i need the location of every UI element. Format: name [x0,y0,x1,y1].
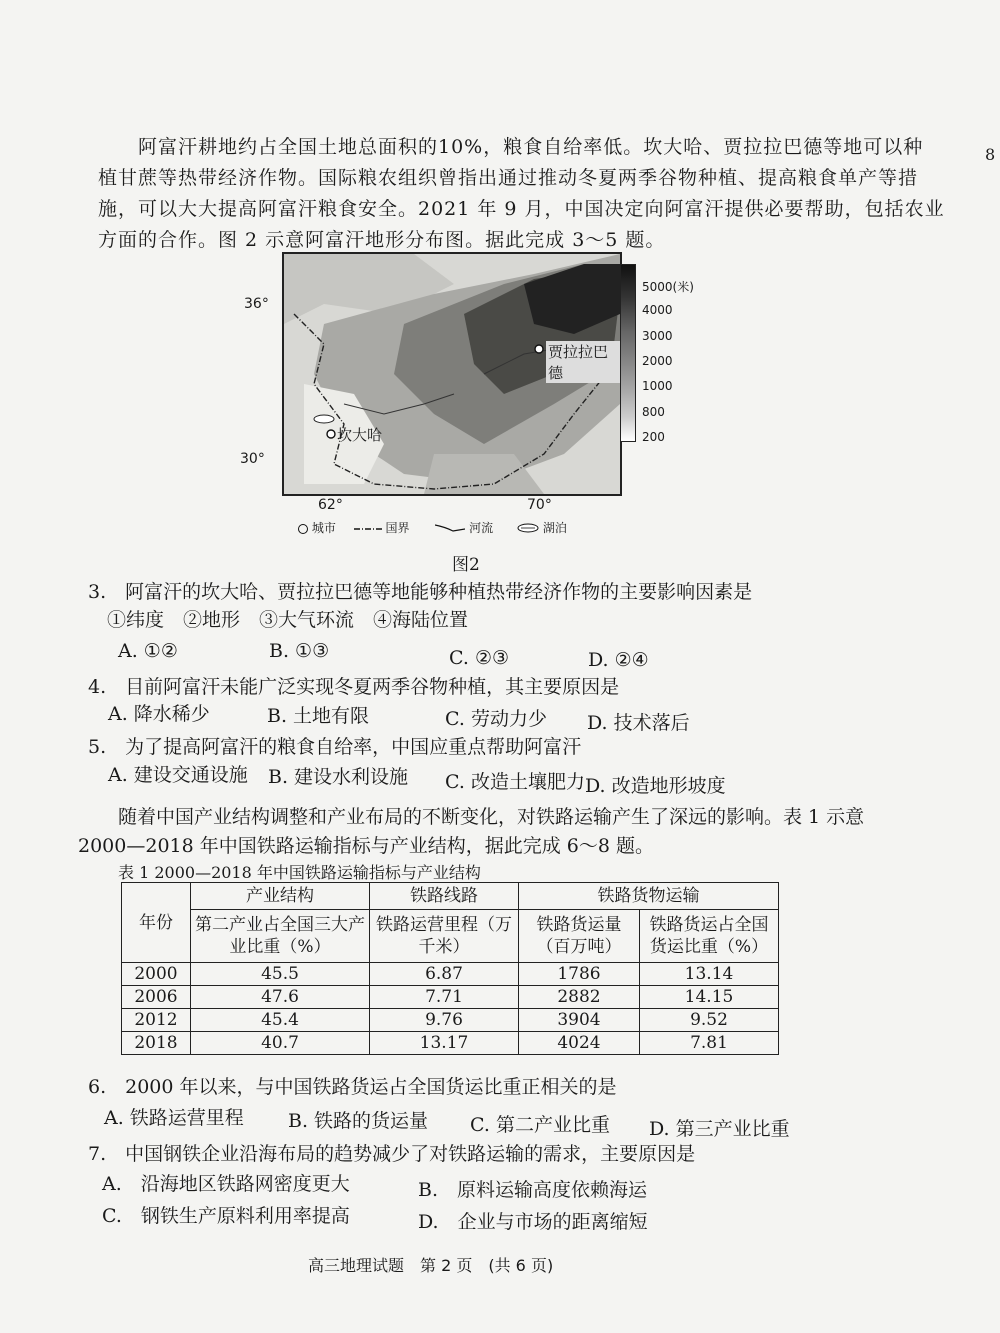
table-group-header-freight: 铁路货物运输 [519,883,779,910]
question-5-option-b: B. 建设水利设施 [268,766,409,788]
question-5-stem: 5. 为了提高阿富汗的粮食自给率，中国应重点帮助阿富汗 [88,736,582,758]
river-symbol-icon [435,522,465,536]
elevation-legend-1000: 1000 [642,379,673,393]
table-cell: 9.76 [370,1009,519,1032]
table-group-header-industry: 产业结构 [191,883,370,910]
lat-label-36: 36° [244,296,269,312]
city-label-kandahar: 坎大哈 [337,426,383,444]
table-cell: 2018 [122,1032,191,1055]
question-6-option-b: B. 铁路的货运量 [288,1110,429,1132]
question-6-option-d: D. 第三产业比重 [649,1118,790,1140]
page-footer: 高三地理试题 第 2 页 (共 6 页) [308,1256,554,1275]
table-cell: 40.7 [191,1032,370,1055]
question-4-option-c: C. 劳动力少 [445,708,547,730]
table-cell: 47.6 [191,986,370,1009]
elevation-legend-3000: 3000 [642,329,673,343]
table-cell: 9.52 [640,1009,779,1032]
question-6-stem: 6. 2000 年以来，与中国铁路货运占全国货运比重正相关的是 [88,1076,617,1098]
elevation-legend-200: 200 [642,430,665,444]
table-header-year: 年份 [122,883,191,963]
intro-line-4: 方面的合作。图 2 示意阿富汗地形分布图。据此完成 3～5 题。 [98,229,666,251]
table-row [122,986,779,1009]
table-col-header-volume: 铁路货运量（百万吨） [519,910,640,963]
question-3-option-d: D. ②④ [588,649,649,671]
table-row [122,1032,779,1055]
question-5-option-d: D. 改造地形坡度 [585,775,726,797]
elevation-legend-bar [620,264,636,442]
table-col-header-freight-share: 铁路货运占全国货运比重（%） [640,910,779,963]
table-col-header-mileage: 铁路运营里程（万千米） [370,910,519,963]
table-cell: 13.14 [640,963,779,986]
lat-label-30: 30° [240,451,265,467]
question-4-stem: 4. 目前阿富汗未能广泛实现冬夏两季谷物种植，其主要原因是 [88,676,620,698]
table-cell: 1786 [519,963,640,986]
table-cell: 13.17 [370,1032,519,1055]
map-legend [298,519,567,536]
question-3-option-b: B. ①③ [269,640,330,662]
intro-line-1: 阿富汗耕地约占全国土地总面积的10%，粮食自给率低。坎大哈、贾拉拉巴德等地可以种 [138,136,924,158]
legend-lake: 湖泊 [542,521,567,535]
city-label-jalalabad: 贾拉拉巴德 [546,341,620,383]
question-5-option-a: A. 建设交通设施 [108,764,248,786]
lake-symbol-icon [517,522,539,536]
lon-label-70: 70° [527,497,552,513]
table-cell: 4024 [519,1032,640,1055]
table-cell: 2006 [122,986,191,1009]
elevation-legend-4000: 4000 [642,303,673,317]
intro-line-3: 施，可以大大提高阿富汗粮食安全。2021 年 9 月，中国决定向阿富汗提供必要帮助，包括农业 [98,198,945,220]
question-3-option-c: C. ②③ [449,647,510,669]
question-6-option-a: A. 铁路运营里程 [104,1107,244,1129]
table-cell: 14.15 [640,986,779,1009]
city-symbol-icon [298,524,308,534]
question-5-option-c: C. 改造土壤肥力 [445,771,585,793]
margin-mark: 8 [985,145,996,164]
railway-data-table [121,882,779,1055]
table-cell: 3904 [519,1009,640,1032]
lon-label-62: 62° [318,497,343,513]
intro2-line-1: 随着中国产业结构调整和产业布局的不断变化，对铁路运输产生了深远的影响。表 1 示意 [118,806,865,828]
question-3-factors: ①纬度 ②地形 ③大气环流 ④海陆位置 [107,609,469,631]
table-cell: 45.4 [191,1009,370,1032]
intro-line-2: 植甘蔗等热带经济作物。国际粮农组织曾指出通过推动冬夏两季谷物种植、提高粮食单产等措 [98,167,919,189]
question-7-option-d: D. 企业与市场的距离缩短 [418,1211,648,1233]
table-cell: 45.5 [191,963,370,986]
elevation-legend-800: 800 [642,405,665,419]
legend-border: 国界 [385,521,410,535]
figure-caption: 图2 [452,555,480,575]
table-cell: 2882 [519,986,640,1009]
question-6-option-c: C. 第二产业比重 [470,1114,610,1136]
table-cell: 7.81 [640,1032,779,1055]
question-4-option-a: A. 降水稀少 [108,703,210,725]
elevation-legend-5000: 5000(米) [642,280,694,294]
question-4-option-d: D. 技术落后 [587,712,690,734]
question-7-option-c: C. 钢铁生产原料利用率提高 [102,1205,350,1227]
table-cell: 7.71 [370,986,519,1009]
table-group-header-lines: 铁路线路 [370,883,519,910]
question-7-option-b: B. 原料运输高度依赖海运 [418,1179,648,1201]
question-4-option-b: B. 土地有限 [267,705,370,727]
afghanistan-terrain-map [282,252,622,496]
elevation-legend-2000: 2000 [642,354,673,368]
question-7-option-a: A. 沿海地区铁路网密度更大 [102,1173,350,1195]
table-row [122,1009,779,1032]
legend-river: 河流 [469,521,494,535]
border-symbol-icon [354,522,382,536]
intro2-line-2: 2000—2018 年中国铁路运输指标与产业结构，据此完成 6～8 题。 [78,835,655,857]
table-row [122,963,779,986]
table-cell: 6.87 [370,963,519,986]
table-cell: 2000 [122,963,191,986]
table-cell: 2012 [122,1009,191,1032]
table-caption: 表 1 2000—2018 年中国铁路运输指标与产业结构 [118,863,481,882]
question-3-option-a: A. ①② [118,640,178,662]
legend-city: 城市 [311,521,336,535]
table-col-header-secondary-share: 第二产业占全国三大产业比重（%） [191,910,370,963]
question-3-stem: 3. 阿富汗的坎大哈、贾拉拉巴德等地能够种植热带经济作物的主要影响因素是 [88,581,753,603]
question-7-stem: 7. 中国钢铁企业沿海布局的趋势减少了对铁路运输的需求，主要原因是 [88,1143,696,1165]
